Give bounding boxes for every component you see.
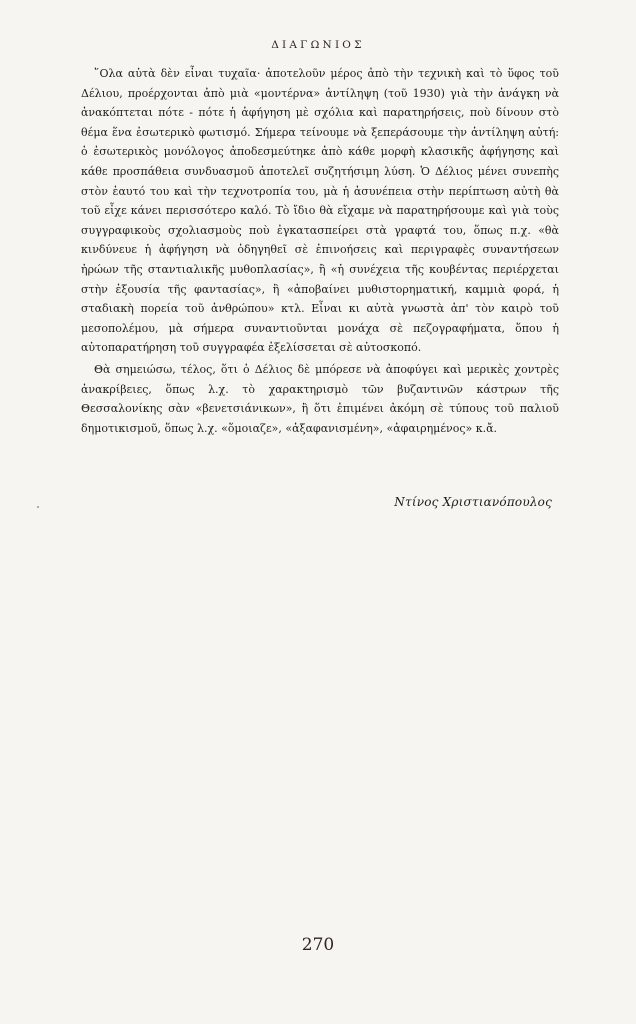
page-number: 270 — [301, 935, 335, 955]
paragraph-2: Θὰ σημειώσω, τέλος, ὅτι ὁ Δέλιος δὲ μπόρεσε νὰ ἀποφύγει καὶ μερικὲς χοντρὲς ἀνακρίβειες, ὅπως λ.χ. τὸ χαρακτηρισμὸ τῶν βυζαντινῶν κάστρων τῆς Θεσσαλονίκης σὰν «βενετσιάνικων», ἢ ὅτι ἐπιμένει ἀκόμη σὲ τύπους τοῦ παλιοῦ δημοτικισμοῦ, ὅπως λ.χ. «ὅμοιαζε», «ἀξαφανισμένη», «ἀφαιρημένος» κ.ἄ. — [81, 362, 559, 435]
print-speck — [37, 506, 39, 508]
author-signature: Ντίνος Χριστιανόπουλος — [394, 495, 552, 509]
running-head-title: ΔΙΑΓΩΝΙΟΣ — [271, 39, 365, 51]
body-text — [81, 64, 559, 438]
paragraph-1: ῞Ολα αὐτὰ δὲν εἶναι τυχαῖα· ἀποτελοῦν μέρος ἀπὸ τὴν τεχνικὴ καὶ τὸ ὕφος τοῦ Δέλιου, προέρχονται ἀπὸ μιὰ «μοντέρνα» ἀντίληψη (τοῦ 1930) γιὰ τὴν ἀνάγκη νὰ ἀνακόπτεται πότε - πότε ἡ ἀφήγηση μὲ σχόλια καὶ παρατηρήσεις, ποὺ δίνουν στὸ θέμα ἕνα ἐσωτερικὸ φωτισμό. Σήμερα τείνουμε νὰ ξεπεράσουμε τὴν ἀντίληψη αὐτή: ὁ ἐσωτερικὸς μονόλογος ἀποδεσμεύτηκε ἀπὸ κάθε μορφὴ κλασικῆς ἀφήγησης καὶ κάθε προσπάθεια συνδυασμοῦ ἀποτελεῖ συζητήσιμη λύση. Ὁ Δέλιος μένει συνεπὴς στὸν ἑαυτό του καὶ τὴν τεχνοτροπία του, μὰ ἡ ἀσυνέπεια στὴν περίπτωση αὐτὴ θὰ τοῦ εἶχε κάνει περισσότερο καλό. Τὸ ἴδιο θὰ εἴχαμε νὰ παρατηρήσουμε καὶ γιὰ τοὺς συγγραφικοὺς σχολιασμοὺς ποὺ ἐγκατασπείρει στὰ γραφτά του, ὅπως π.χ. «θὰ κινδύνευε ἡ ἀφήγηση νὰ ὀδηγηθεῖ σὲ ἐπινοήσεις καὶ περιγραφὲς συναντήσεων ἡρώων τῆς σταντιαλικῆς μυθοπλασίας», ἢ «ἡ συνέχεια τῆς κουβέντας περιέρχεται στὴν ἐξουσία τῆς φαντασίας», ἢ «ἀποβαίνει μυθιστορηματική, καμμιὰ φορά, ἡ σταδιακὴ πορεία τοῦ ἀνθρώπου» κτλ. Εἶναι κι αὐτὰ γνωστὰ ἀπ' τὸν καιρὸ τοῦ μεσοπολέμου, μὰ σήμερα συναντιοῦνται μονάχα σὲ πεζογραφήματα, ὅπου ἡ αὐτοπαρατήρηση τοῦ συγγραφέα ἐξελίσσεται σὲ αὐτοσκοπό. — [81, 67, 559, 355]
